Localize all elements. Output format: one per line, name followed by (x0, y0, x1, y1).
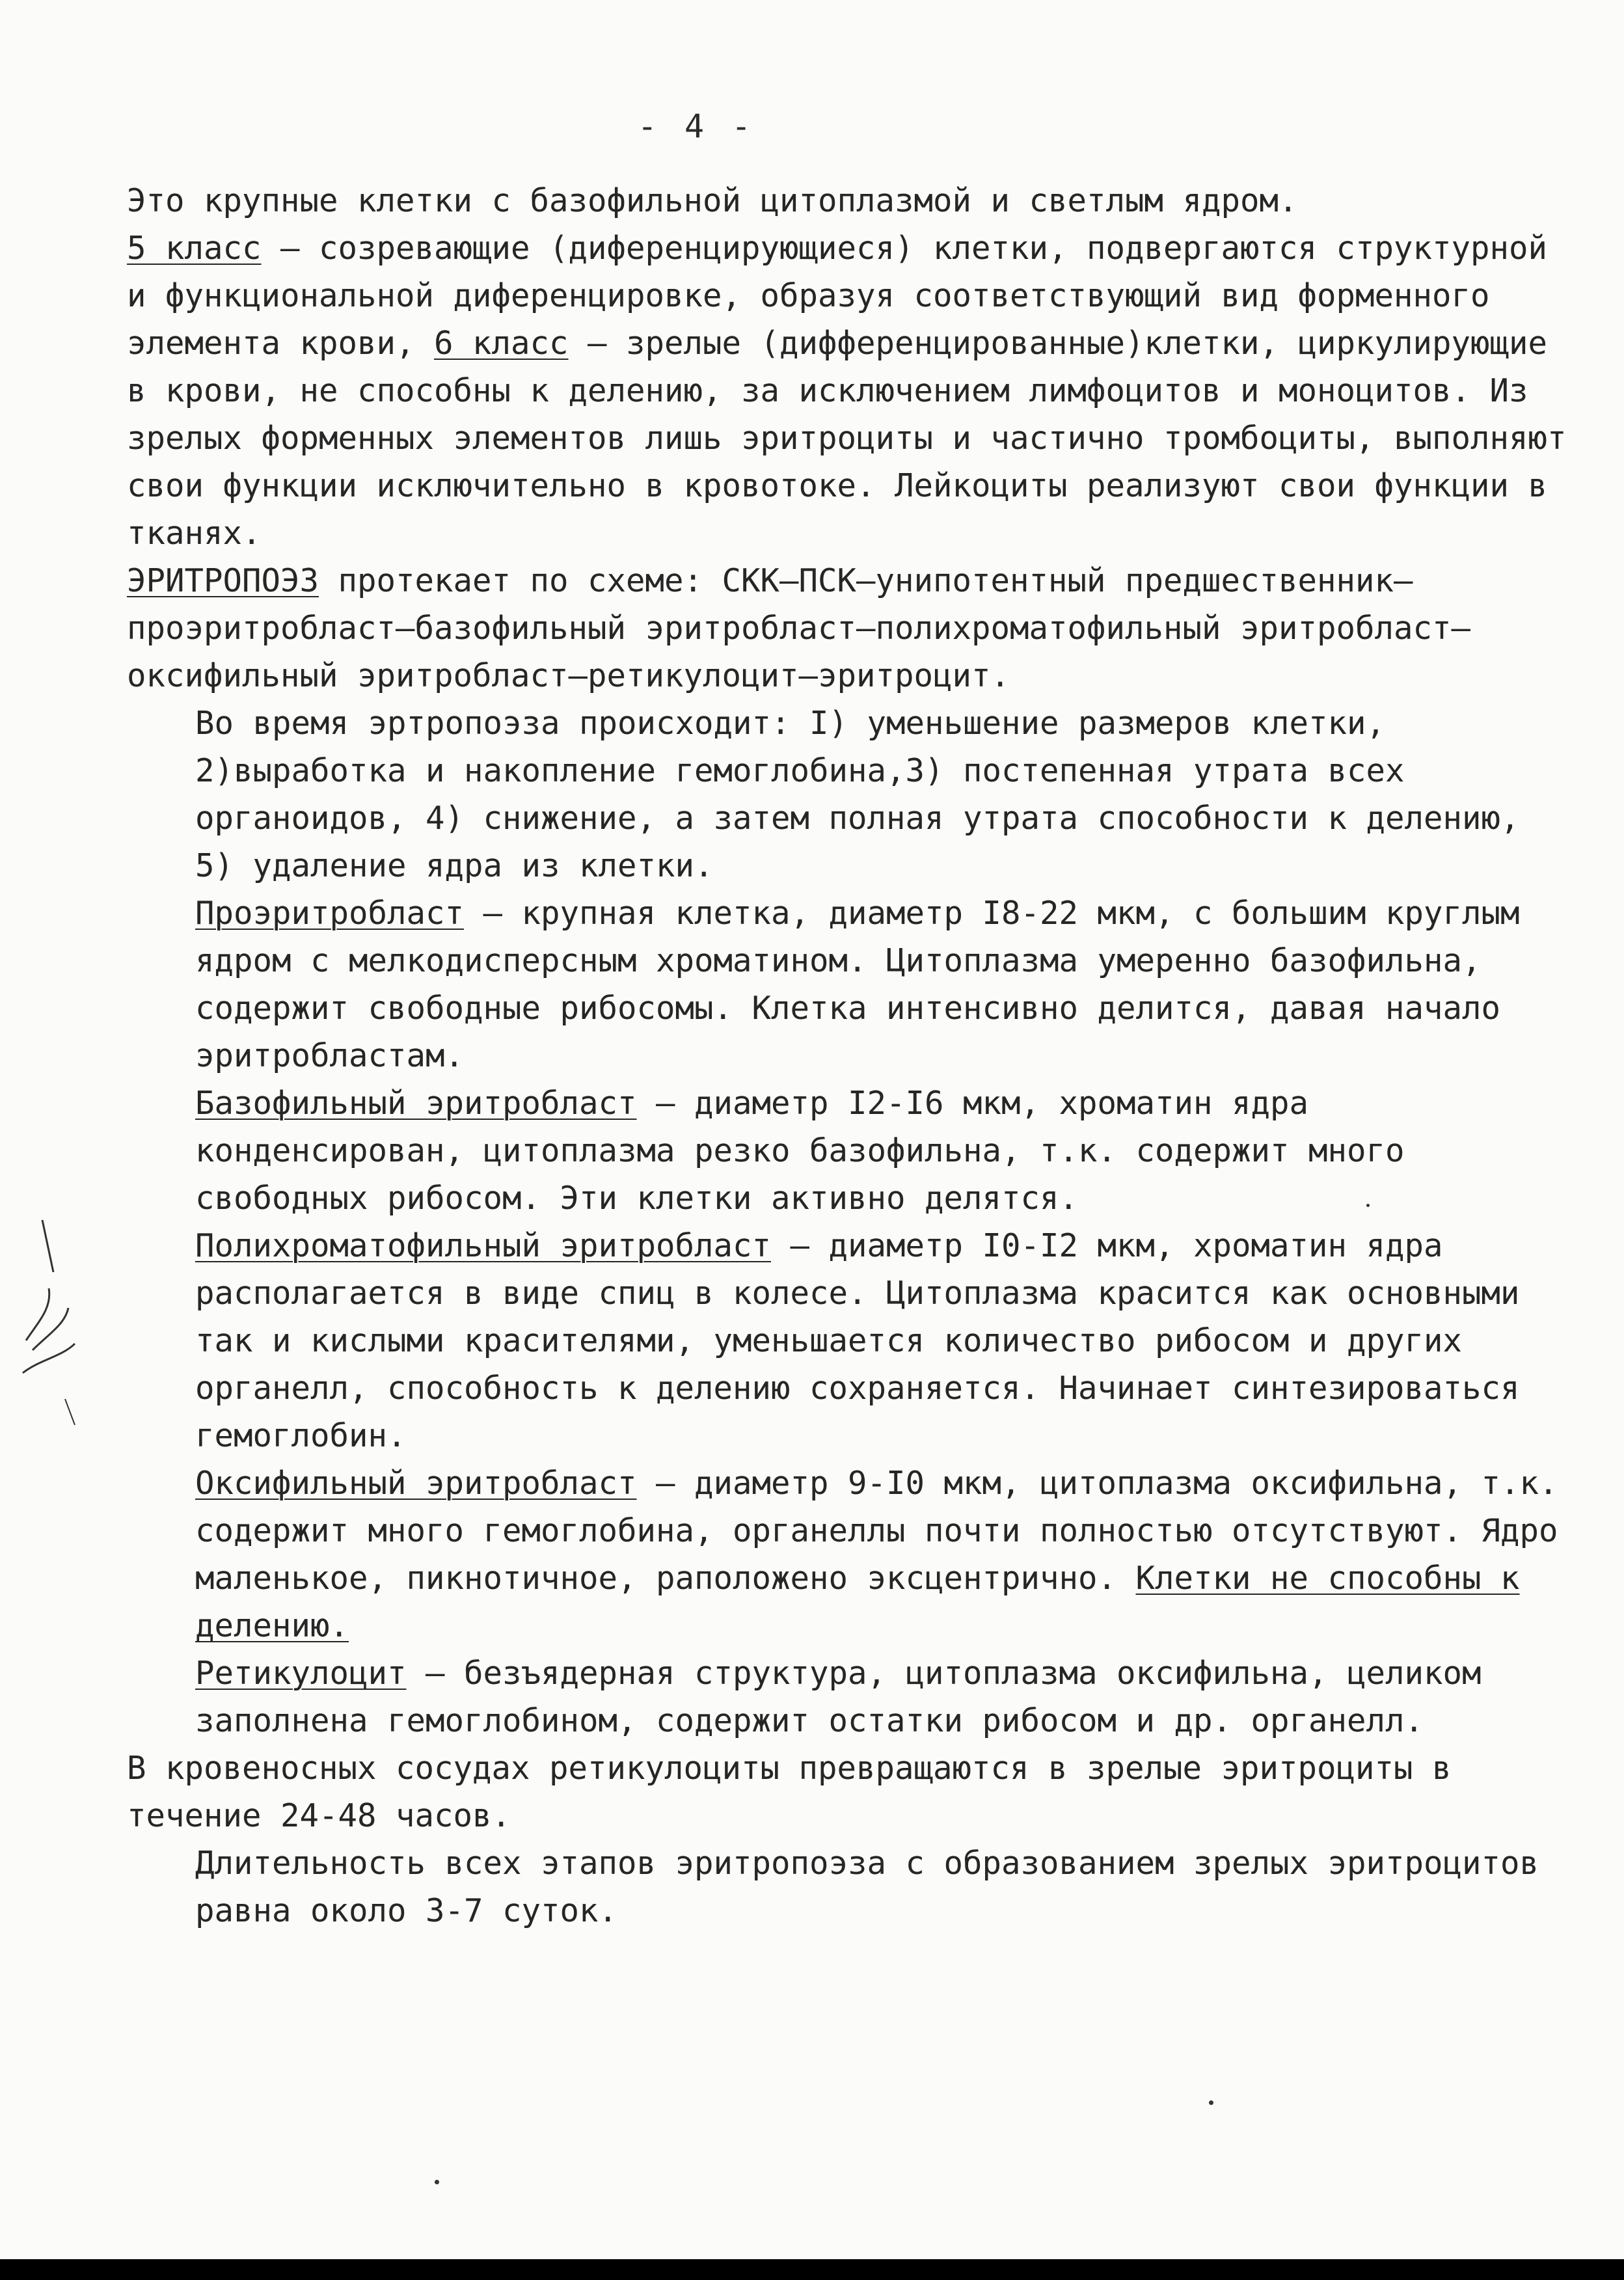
underlined-term: Оксифильный эритробласт (195, 1465, 637, 1502)
text-segment: протекает по схеме: СКК—ПСК—унипотентный предшественник—проэритробласт—базофильный эритробласт—полихроматофильный эритробласт—оксифильный эритробласт—ретикулоцит—эритроцит. (127, 562, 1471, 694)
underlined-term: Проэритробласт (195, 895, 465, 932)
paragraph (127, 177, 1575, 224)
text-segment: – безъядерная структура, цитоплазма оксифильна, целиком заполнена гемоглобином, содержит остатки рибосом и др. органелл. (195, 1655, 1482, 1739)
page-number: - 4 - (637, 107, 755, 145)
paragraph (127, 557, 1575, 699)
paragraph (127, 1839, 1575, 1934)
scan-speck (1209, 2100, 1213, 2105)
text-segment: В кровеносных сосудах ретикулоциты превращаются в зрелые эритроциты в течение 24-48 часов. (127, 1750, 1452, 1834)
text-segment: – диаметр 9-I0 мкм, цитоплазма оксифильна, т.к. содержит много гемоглобина, органеллы почти полностью отсутствуют. Ядро маленькое, пикнотичное, раположено эксцентрично. (195, 1465, 1558, 1597)
scan-speck (1366, 1204, 1370, 1207)
paragraph (127, 224, 1575, 557)
underlined-term: Ретикулоцит (195, 1655, 407, 1692)
paragraph (127, 1744, 1575, 1839)
underlined-term: Полихроматофильный эритробласт (195, 1227, 772, 1264)
text-segment: – созревающие (диференцирующиеся) клетки, подвергаются структурной и функциональной диференцировке, образуя соответствующий вид форменного элемента крови, (127, 230, 1548, 362)
paragraph (127, 1079, 1575, 1222)
underlined-term: ЭРИТРОПОЭЗ (127, 562, 319, 599)
underlined-term: 5 класс (127, 230, 262, 267)
underlined-term: Базофильный эритробласт (195, 1085, 637, 1122)
text-segment: Длительность всех этапов эритропоэза с образованием зрелых эритроцитов равна около 3-7 суток. (195, 1845, 1539, 1929)
paragraph (127, 699, 1575, 889)
paragraph (127, 1649, 1575, 1744)
underlined-term: 6 класс (434, 325, 569, 362)
text-segment: Это крупные клетки с базофильной цитоплазмой и светлым ядром. (127, 182, 1298, 219)
text-segment: – зрелые (диффеpенцированные)клетки, циркулирующие в крови, не способны к делению, за исключением лимфоцитов и моноцитов. Из зрелых форменных элементов лишь эритроциты и частично тромбоциты, выполняют свои функции исключительно в кровотоке. Лейкоциты реализуют свои функции в тканях. (127, 325, 1567, 552)
text-segment: – крупная клетка, диаметр I8-22 мкм, с большим круглым ядром с мелкодисперсным хроматином. Цитоплазма умеренно базофильна, содержит свободные рибосомы. Клетка интенсивно делится, давая начало эритробластам. (195, 895, 1520, 1074)
paragraph (127, 1222, 1575, 1459)
body-text (127, 177, 1575, 1934)
handwritten-margin-mark (13, 1210, 91, 1425)
text-segment: Во время эртропоэза происходит: I) уменьшение размеров клетки, 2)выработка и накопление гемоглобина,3) постепенная утрата всех органоидов, 4) снижение, а затем полная утрата способности к делению, 5) удаление ядра из клетки. (195, 705, 1520, 884)
paragraph (127, 1459, 1575, 1649)
underlined-term: Клетки не способны к делению. (195, 1560, 1520, 1644)
text-segment: – диаметр I0-I2 мкм, хроматин ядра располагается в виде спиц в колесе. Цитоплазма красится как основными так и кислыми красителями, уменьшается количество рибосом и других органелл, способность к делению сохраняется. Начинает синтезироваться гемоглобин. (195, 1227, 1520, 1454)
scan-speck (435, 2180, 439, 2184)
paragraph (127, 889, 1575, 1079)
scan-border (0, 2259, 1624, 2280)
text-segment: – диаметр I2-I6 мкм, хроматин ядра конденсирован, цитоплазма резко базофильна, т.к. содержит много свободных рибосом. Эти клетки активно делятся. (195, 1085, 1405, 1217)
